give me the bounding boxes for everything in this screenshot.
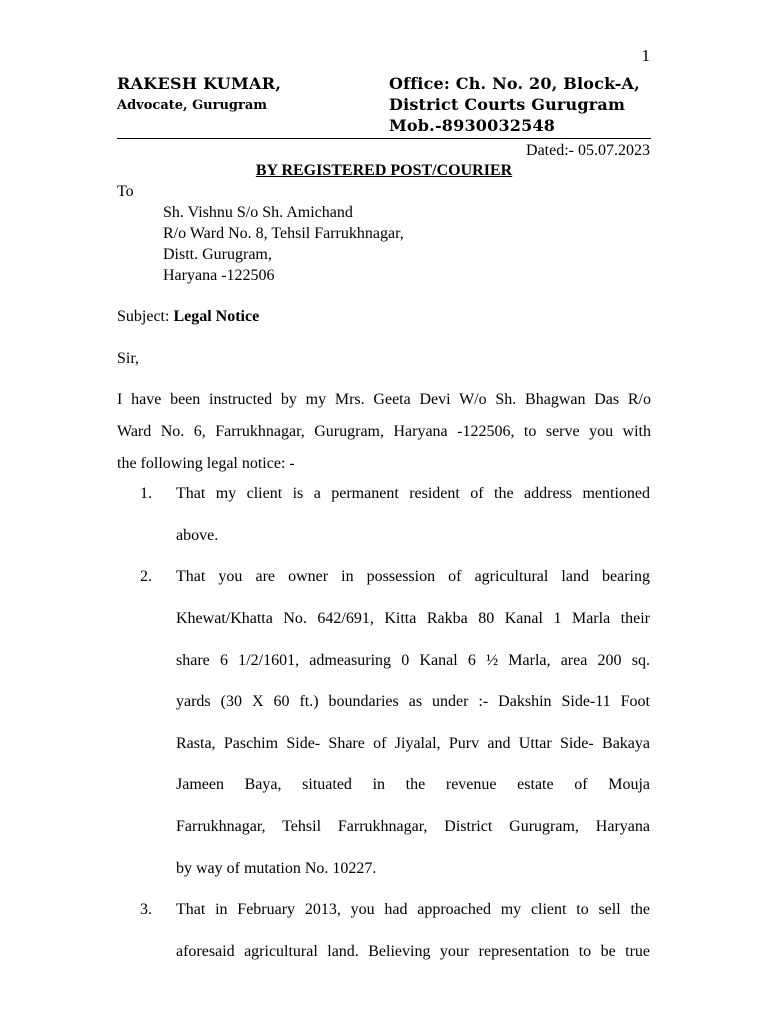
point-line: Farrukhnagar, Tehsil Farrukhnagar, District Gurugram, Haryana — [176, 818, 650, 835]
point-line: yards (30 X 60 ft.) boundaries as under :- Dakshin Side-11 Foot — [176, 693, 650, 710]
salutation: Sir, — [117, 350, 140, 367]
point-line: Khewat/Khatta No. 642/691, Kitta Rakba 80 Kanal 1 Marla their — [176, 610, 650, 627]
intro-line: I have been instructed by my Mrs. Geeta Devi W/o Sh. Bhagwan Das R/o — [117, 391, 651, 408]
subject-value: Legal Notice — [173, 308, 260, 325]
recipient-line: Haryana -122506 — [163, 267, 275, 284]
point-line: aforesaid agricultural land. Believing your representation to be true — [176, 943, 650, 960]
point-line: above. — [176, 527, 219, 544]
recipient-line: R/o Ward No. 8, Tehsil Farrukhnagar, — [163, 225, 404, 242]
advocate-designation: Advocate, Gurugram — [117, 98, 268, 113]
subject-line — [117, 308, 259, 326]
point-line: Jameen Baya, situated in the revenue estate of Mouja — [176, 776, 650, 793]
delivery-mode-heading: BY REGISTERED POST/COURIER — [255, 162, 513, 179]
point-line: That you are owner in possession of agricultural land bearing — [176, 568, 650, 585]
office-address-line: Office: Ch. No. 20, Block-A, — [389, 74, 640, 93]
to-label: To — [117, 183, 134, 200]
point-line: That my client is a permanent resident of the address mentioned — [176, 485, 650, 502]
recipient-line: Sh. Vishnu S/o Sh. Amichand — [163, 204, 353, 221]
advocate-name: RAKESH KUMAR, — [117, 74, 282, 93]
page-number: 1 — [641, 46, 650, 65]
recipient-line: Distt. Gurugram, — [163, 246, 272, 263]
point-line: That in February 2013, you had approached my client to sell the — [176, 901, 650, 918]
point-line: share 6 1/2/1601, admeasuring 0 Kanal 6 ½ Marla, area 200 sq. — [176, 652, 650, 669]
subject-label: Subject: — [117, 308, 174, 325]
office-mobile-line: Mob.-8930032548 — [389, 116, 556, 135]
intro-line: the following legal notice: - — [117, 455, 295, 472]
point-number: 2. — [140, 568, 152, 585]
intro-line: Ward No. 6, Farrukhnagar, Gurugram, Haryana -122506, to serve you with — [117, 423, 651, 440]
point-number: 1. — [140, 485, 152, 502]
point-number: 3. — [140, 901, 152, 918]
office-address-line: District Courts Gurugram — [389, 95, 626, 114]
point-line: Rasta, Paschim Side- Share of Jiyalal, Purv and Uttar Side- Bakaya — [176, 735, 650, 752]
letterhead-divider — [117, 138, 651, 139]
point-line: by way of mutation No. 10227. — [176, 860, 377, 877]
date-line: Dated:- 05.07.2023 — [526, 142, 650, 159]
